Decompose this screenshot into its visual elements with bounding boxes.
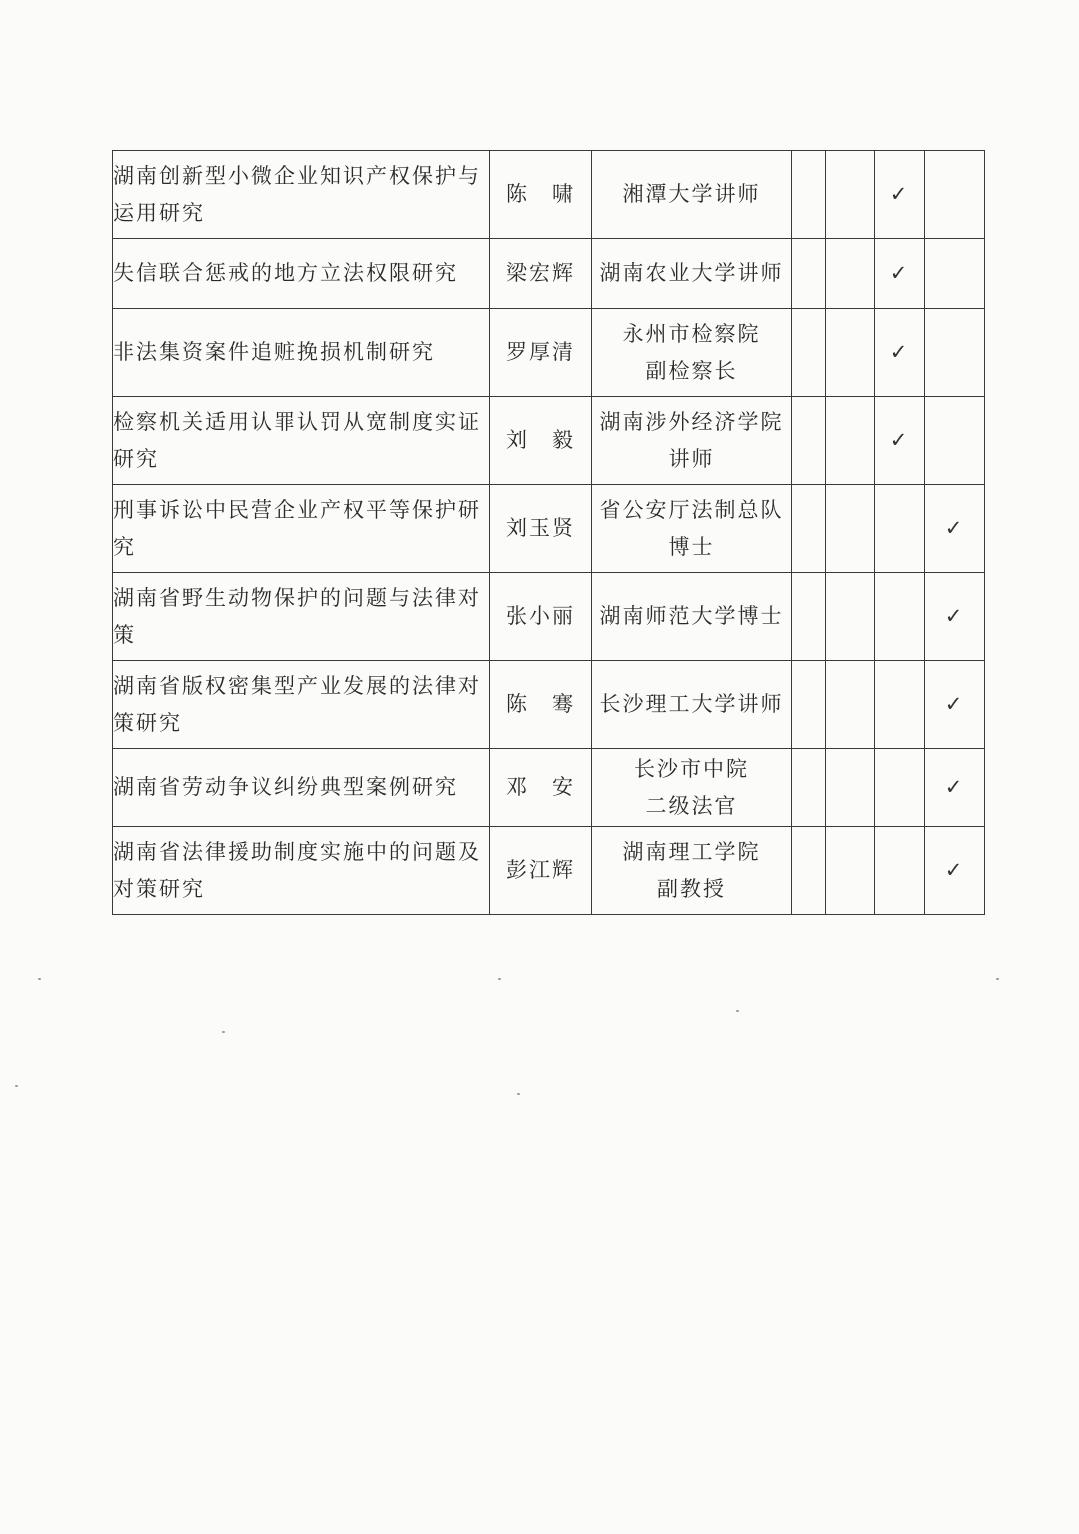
check-mark-icon: ✓ [875,309,925,397]
scan-speck [498,978,501,980]
author-cell: 梁宏辉 [490,239,592,309]
table-row [113,239,985,309]
project-title-cell: 湖南省法律援助制度实施中的问题及对策研究 [113,827,490,915]
scan-speck [15,1085,18,1087]
empty-category-cell [826,151,875,239]
affiliation-line: 湖南农业大学讲师 [599,261,784,285]
affiliation-line: 博士 [668,534,715,559]
author-cell: 刘 毅 [490,397,592,485]
empty-category-cell [792,151,826,239]
affiliation-cell [592,309,792,397]
author-cell: 彭江辉 [490,827,592,915]
author-cell: 罗厚清 [490,309,592,397]
empty-category-cell [792,485,826,573]
empty-category-cell [792,661,826,749]
affiliation-line: 省公安厅法制总队 [599,497,784,522]
table-row [113,827,985,915]
table-row [113,397,985,485]
empty-category-cell [792,573,826,661]
affiliation-line: 湖南理工学院 [622,839,761,864]
empty-category-cell [826,397,875,485]
check-mark-icon: ✓ [925,573,985,661]
empty-category-cell [875,573,925,661]
project-title-cell: 湖南省劳动争议纠纷典型案例研究 [113,749,490,827]
affiliation-line: 湖南涉外经济学院 [599,409,784,434]
project-title-cell: 非法集资案件追赃挽损机制研究 [113,309,490,397]
affiliation-line: 永州市检察院 [622,321,761,346]
project-title-cell: 刑事诉讼中民营企业产权平等保护研究 [113,485,490,573]
project-title-cell: 湖南创新型小微企业知识产权保护与运用研究 [113,151,490,239]
author-cell: 陈 啸 [490,151,592,239]
empty-category-cell [826,239,875,309]
empty-category-cell [875,827,925,915]
empty-category-cell [792,749,826,827]
project-title-cell: 检察机关适用认罪认罚从宽制度实证研究 [113,397,490,485]
check-mark-icon: ✓ [875,151,925,239]
empty-category-cell [875,485,925,573]
table-row [113,749,985,827]
check-mark-icon: ✓ [925,827,985,915]
empty-category-cell [826,309,875,397]
scan-speck [222,1031,225,1033]
table-row [113,485,985,573]
author-cell: 刘玉贤 [490,485,592,573]
affiliation-cell [592,749,792,827]
empty-category-cell [925,239,985,309]
affiliation-line: 副教授 [657,876,726,901]
scan-speck [38,978,41,980]
empty-category-cell [925,397,985,485]
check-mark-icon: ✓ [925,749,985,827]
affiliation-cell [592,397,792,485]
scan-speck [517,1093,520,1095]
affiliation-cell [592,485,792,573]
affiliation-line: 副检察长 [645,358,738,383]
affiliation-line: 湘潭大学讲师 [622,182,761,206]
project-title-cell: 湖南省野生动物保护的问题与法律对策 [113,573,490,661]
empty-category-cell [792,397,826,485]
table-row [113,151,985,239]
author-cell: 陈 骞 [490,661,592,749]
empty-category-cell [826,749,875,827]
table-row [113,661,985,749]
empty-category-cell [792,239,826,309]
empty-category-cell [826,573,875,661]
empty-category-cell [875,749,925,827]
check-mark-icon: ✓ [925,485,985,573]
empty-category-cell [792,309,826,397]
author-cell: 邓 安 [490,749,592,827]
scan-speck [736,1010,739,1012]
check-mark-icon: ✓ [875,397,925,485]
affiliation-cell [592,827,792,915]
check-mark-icon: ✓ [925,661,985,749]
table-row [113,573,985,661]
affiliation-line: 长沙市中院 [634,756,749,781]
affiliation-line: 二级法官 [645,793,738,818]
check-mark-icon: ✓ [875,239,925,309]
empty-category-cell [826,485,875,573]
author-cell: 张小丽 [490,573,592,661]
project-table [112,150,985,915]
affiliation-line: 长沙理工大学讲师 [599,692,784,716]
project-title-cell: 湖南省版权密集型产业发展的法律对策研究 [113,661,490,749]
affiliation-cell [592,661,792,749]
affiliation-cell [592,239,792,309]
empty-category-cell [875,661,925,749]
affiliation-line: 讲师 [668,446,715,471]
empty-category-cell [826,827,875,915]
affiliation-cell [592,151,792,239]
scan-speck [996,978,999,980]
empty-category-cell [925,309,985,397]
affiliation-line: 湖南师范大学博士 [599,604,784,628]
project-title-cell: 失信联合惩戒的地方立法权限研究 [113,239,490,309]
affiliation-cell [592,573,792,661]
empty-category-cell [925,151,985,239]
table-row [113,309,985,397]
empty-category-cell [792,827,826,915]
empty-category-cell [826,661,875,749]
